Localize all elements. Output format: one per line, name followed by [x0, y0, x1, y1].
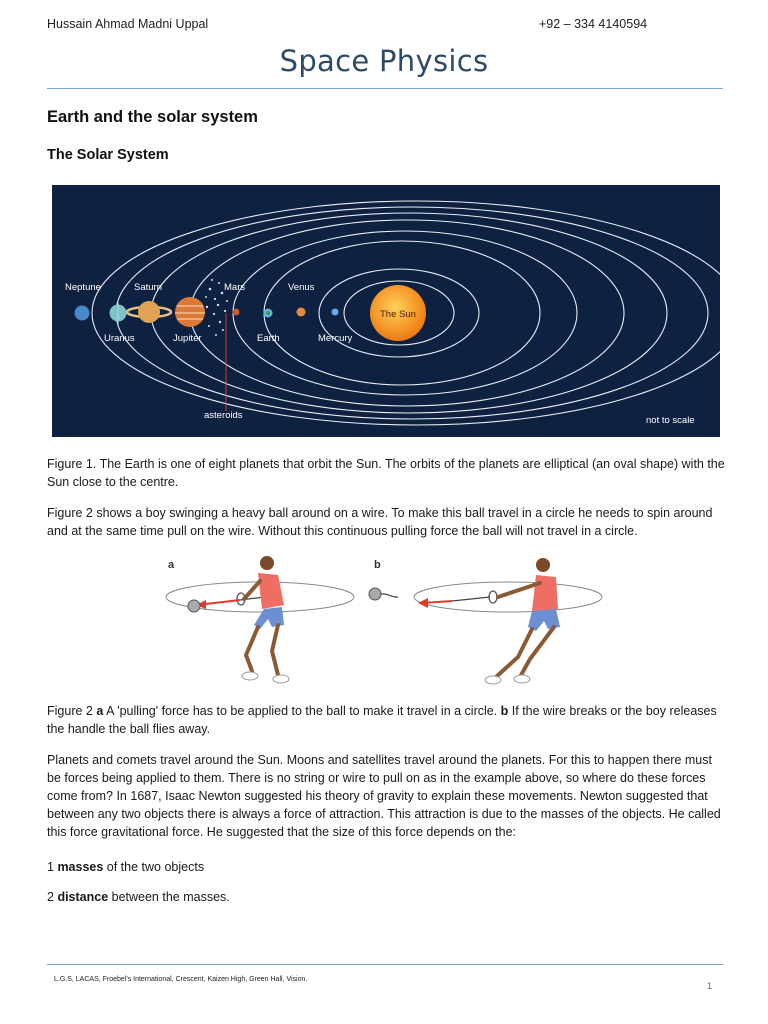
- boy-left-leg: [246, 627, 258, 671]
- panel-a: [166, 556, 354, 683]
- figure2-caption-a-marker: a: [96, 704, 104, 718]
- venus-planet: [297, 308, 306, 317]
- footer-divider: [47, 964, 723, 965]
- wire-stub: [452, 597, 490, 601]
- list-item-number: 1: [47, 860, 58, 874]
- page-number: 1: [707, 981, 713, 991]
- ball-circular-path-b: [414, 582, 602, 612]
- boy-right-shoe-b: [514, 675, 530, 683]
- title-divider: [47, 88, 723, 89]
- boy-head-b: [536, 558, 550, 572]
- boy-left-shoe-b: [485, 676, 501, 684]
- boy-left-shoe: [242, 672, 258, 680]
- boy-shirt-b: [532, 575, 558, 611]
- handle-b: [489, 591, 497, 603]
- label-mars: Mars: [224, 282, 246, 293]
- list-item-masses: [47, 858, 727, 876]
- figure2-label-a: a: [168, 559, 175, 571]
- saturn-planet: [138, 301, 160, 323]
- label-not-to-scale: not to scale: [646, 415, 695, 426]
- header-phone: +92 – 334 4140594: [539, 17, 648, 31]
- list-item-distance: [47, 888, 727, 906]
- figure2-caption-a-text: A 'pulling' force has to be applied to the ball to make it travel in a circle.: [103, 704, 501, 718]
- neptune-planet: [75, 306, 90, 321]
- label-sun: The Sun: [380, 309, 416, 320]
- boy-shirt: [258, 573, 284, 609]
- broken-wire-piece: [381, 594, 398, 597]
- section-heading: Earth and the solar system: [47, 108, 258, 126]
- boy-right-leg: [272, 625, 278, 675]
- boy-right-shoe: [273, 675, 289, 683]
- list-item-number: 2: [47, 890, 58, 904]
- figure2-caption-b-text: If the wire breaks or the boy releases the handle the ball flies away.: [47, 704, 717, 736]
- page-title: Space Physics: [279, 44, 489, 78]
- gravity-paragraph: Planets and comets travel around the Sun. Moons and satellites travel around the planets. For this to happen there must be forces being applied to them. There is no string or wire to pull on as in the example above, so where do these forces come from? In 1687, Isaac Newton suggested his theory of gravity to explain these movements. Newton suggested that between any two objects there is always a force of attraction. This attraction is due to the masses of the objects. He called this force gravitational force. He suggested that the size of this force depends on the:: [47, 753, 721, 839]
- figure2-caption: [47, 702, 727, 738]
- label-asteroids: asteroids: [204, 410, 243, 421]
- figure2-label-b: b: [374, 559, 381, 571]
- list-item-keyword: distance: [57, 890, 109, 904]
- footer-schools: L.G.S, LACAS, Froebel's International, Crescent, Kaizen High, Green Hall, Vision.: [54, 976, 308, 983]
- earth-land: [266, 311, 270, 315]
- list-item-keyword: masses: [57, 860, 104, 874]
- label-venus: Venus: [288, 282, 315, 293]
- figure2-caption-b-marker: b: [500, 704, 509, 718]
- subsection-heading: The Solar System: [47, 147, 169, 163]
- mercury-planet: [332, 309, 339, 316]
- mars-planet: [233, 309, 240, 316]
- boy-arm: [244, 581, 260, 599]
- label-uranus: Uranus: [104, 333, 135, 344]
- label-jupiter: Jupiter: [173, 333, 202, 344]
- label-mercury: Mercury: [318, 333, 353, 344]
- header-author: Hussain Ahmad Madni Uppal: [47, 17, 209, 31]
- panel-b: [369, 558, 602, 684]
- boy-head: [260, 556, 274, 570]
- jupiter-planet: [175, 297, 205, 327]
- boy-right-leg-b: [520, 627, 554, 677]
- heavy-ball: [188, 600, 200, 612]
- boy-left-leg-b: [496, 629, 532, 677]
- solar-system-figure: [52, 185, 720, 437]
- label-earth: Earth: [257, 333, 280, 344]
- boy-arm-b: [498, 583, 540, 597]
- arrow-head-b: [418, 598, 428, 608]
- list-item-text: between the masses.: [108, 890, 230, 904]
- swinging-ball-figure: [160, 553, 610, 691]
- flying-ball: [369, 588, 381, 600]
- list-item-text: of the two objects: [103, 860, 205, 874]
- figure2-intro-paragraph: Figure 2 shows a boy swinging a heavy ball around on a wire. To make this ball travel in a circle he needs to spin around and at the same time pull on the wire. Without this continuous pulling force the ball will not travel in a circle.: [47, 506, 713, 538]
- figure1-caption: Figure 1. The Earth is one of eight planets that orbit the Sun. The orbits of the planets are elliptical (an oval shape) with the Sun close to the centre.: [47, 457, 725, 489]
- figure2-caption-prefix: Figure 2: [47, 704, 97, 718]
- label-saturn: Saturn: [134, 282, 162, 293]
- label-neptune: Neptune: [65, 282, 101, 293]
